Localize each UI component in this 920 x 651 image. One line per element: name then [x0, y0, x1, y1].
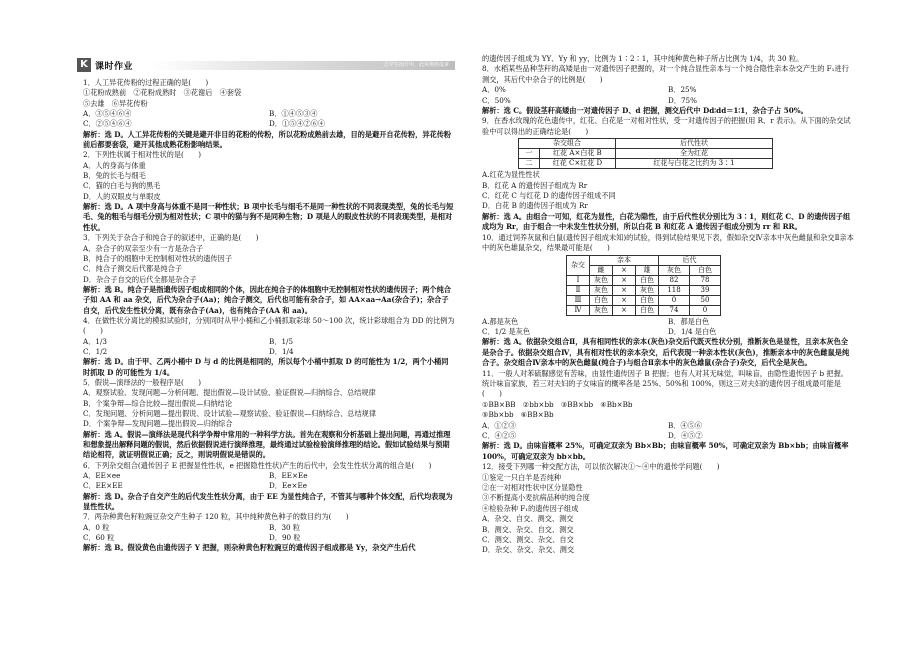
- option-text: D．75%: [668, 95, 697, 105]
- table-cell: 红花与白花之比约为 3∶1: [616, 159, 773, 169]
- table-cell: 118: [659, 285, 690, 295]
- question-text: 4．在做性状分离比的模拟试验时，分别同时从甲小桶和乙小桶抓取彩球 50～100 次，统计彩球组合为 DD 的比例为( ): [83, 315, 455, 336]
- question-text: B．纯合子的细胞中无控制相对性状的遗传因子: [83, 253, 233, 263]
- option-row: [77, 347, 455, 357]
- option-text: C．1/2: [83, 346, 108, 356]
- question-text: C．猫的白毛与狗的黑毛: [83, 181, 161, 191]
- question-text: ②在一对相对性状中区分显隐性: [482, 483, 583, 492]
- table-cell: 红花 C×红花 D: [539, 159, 615, 169]
- question-text: A．人的身高与体重: [83, 160, 146, 170]
- solution-text: 解析：选 D。人工异花传粉的关键是避开非目的花粉的传粉，所以花粉成熟前去雄，目的是避开自花传粉，异花传粉前后都要套袋，避开其他成熟花粉影响结果。: [83, 129, 452, 150]
- table-cell: Ⅳ: [567, 305, 590, 315]
- page-header: [77, 58, 455, 73]
- table-header: 雄: [636, 265, 659, 275]
- table-cell: 0: [659, 295, 690, 305]
- table-header: 雌: [590, 265, 613, 275]
- table-cell: 一: [519, 149, 540, 159]
- option-text: C．60 粒: [83, 533, 115, 543]
- question-text: B．红花 A 的遗传因子组成为 Rr: [482, 180, 588, 190]
- table-header: 后代性状: [616, 139, 773, 149]
- table-cell: 0: [690, 305, 721, 315]
- question-text: D．白花 B 的遗传因子组成为 Rr: [482, 201, 588, 211]
- question-text: 1．人工异花传粉的过程正确的是( ): [83, 78, 209, 87]
- solution-text: 解析：选 C。假设茎秆高矮由一对遗传因子 D、d 把握，测交后代中 Dd∶dd＝1∶1，杂合子占 50%。: [482, 106, 808, 116]
- question-text: A．观察试验、发现问题—分析问题、提出假说—设计试验、验证假说—归纳综合、总结规律: [83, 388, 376, 398]
- question-text: ③不断提高小麦抗病品种的纯合度: [482, 493, 590, 503]
- question-text: C．红花 C 与红花 D 的遗传因子组成不同: [482, 191, 616, 201]
- option-text: D．90 粒: [269, 533, 301, 543]
- badge-icon: K: [77, 58, 91, 72]
- table-row: [567, 295, 721, 305]
- option-row: [476, 327, 854, 337]
- question-text: 11．一般人对苯硫脲感觉有苦味，由显性遗传因子 B 把握；也有人对其无味觉，叫味盲，由隐性遗传因子 b 把握。统计味盲家族，若三对夫妇的子女味盲的概率各是 25%、50%和 100%，则这三对夫妇的遗传因子组成最可能是( ): [482, 368, 848, 399]
- table-cell: 红花 A×白花 B: [539, 149, 615, 159]
- question-text: A．杂交、自交、测交、测交: [482, 514, 574, 524]
- table-header: 灰色: [659, 265, 690, 275]
- option-row: [77, 481, 455, 491]
- table-cell: 78: [690, 275, 721, 285]
- question-text: 5．假说—演绎法的一般程序是( ): [83, 377, 201, 387]
- option-text: A．0%: [482, 85, 506, 95]
- table-header: 亲本: [590, 255, 659, 265]
- option-text: A．①②③: [482, 420, 516, 430]
- option-row: [476, 431, 854, 441]
- table-header: ×: [613, 265, 636, 275]
- option-row: [77, 523, 455, 533]
- question-text: D．人的双眼皮与单眼皮: [83, 191, 161, 201]
- option-row: [476, 96, 854, 106]
- question-text: 2．下列性状属于相对性状的是( ): [83, 150, 201, 160]
- question-text: ⑤去雄 ⑥异花传粉: [83, 98, 148, 108]
- solution-text: 解析：选 A。依据杂交组合Ⅱ，具有相同性状的亲本(灰色)杂交后代既灭性状分别，推断灰色是显性，且亲本灰色全是杂合子。依据杂交组合Ⅳ，具有相对性状的亲本杂交，后代表现一种亲本性状(灰色)，推断亲本中的灰色雌鼠是纯合子。杂交组合Ⅳ亲本中的灰色雌鼠(纯合子)与组合Ⅱ亲本中的灰色雄鼠(杂合子)杂交，后代全是灰色。: [482, 337, 850, 368]
- question-text: D．个案争辩—发现问题—提出假说—归纳综合: [83, 419, 233, 429]
- solution-text: 解析：选 A。假说—演绎法是现代科学争辩中常用的一种科学方法。首先在观察和分析基础上提出问题，再通过推理和想象提出解释问题的假说，然后依据假说进行演绎推理，最终通过试验检验演绎推理的结论。假如试验结果与预期结论相符，就证明假说正确；反之，则说明假说是错误的。: [83, 429, 451, 460]
- table-cell: ×: [613, 285, 636, 295]
- option-row: [476, 85, 854, 95]
- header-motto: 志学生而升中，此风唯胜成章: [383, 62, 449, 68]
- table-header: 后代: [659, 255, 721, 265]
- solution-text: 解析：选 D。A 项中身高与体重不是同一种性状；B 项中长毛与细毛不是同一种性状的不同表现类型，兔的长毛与短毛、兔的粗毛与细毛分别为相对性状；C 项中的猫与狗不是同种生物；D 项是人的眼皮性状的不同表现类型，是相对性状。: [83, 202, 454, 232]
- option-text: D．1/4: [269, 346, 294, 356]
- table-row: [567, 285, 721, 295]
- table-cell: 二: [519, 159, 540, 169]
- option-text: B．25%: [668, 85, 697, 95]
- question-text: A.红花为显性性状: [482, 170, 540, 180]
- table-header: 杂交组合: [519, 139, 616, 149]
- mouse-cross-table-q10: [566, 255, 721, 316]
- table-row: [567, 275, 721, 285]
- solution-text: 解析：选 D。由味盲概率 25%，可确定双亲为 Bb×Bb；由味盲概率 50%，可确定双亲为 Bb×bb；由味盲概率 100%，可确定双亲为 bb×bb。: [482, 441, 849, 461]
- option-text: C．50%: [482, 95, 511, 105]
- table-cell: 灰色: [590, 305, 613, 315]
- question-text: B．个案争辩—综合比较—提出假说—归纳结论: [83, 398, 233, 408]
- option-text: A.都是灰色: [482, 316, 519, 326]
- option-text: C．④②⑤: [482, 430, 517, 440]
- option-text: D．①⑤④②⑥④: [269, 119, 326, 129]
- cross-table-q9: [518, 138, 773, 169]
- section-title: 课时作业: [95, 62, 134, 72]
- table-cell: ×: [613, 305, 636, 315]
- option-text: C．1/2 是灰色: [482, 326, 531, 336]
- question-text: 10．通过饲养灰鼠和白鼠(遗传因子组成未知)的试验，得到试验结果见下表，假如杂交Ⅳ亲本中灰色雌鼠和杂交Ⅱ亲本中的灰色雄鼠杂交，结果最可能是( ): [482, 232, 854, 253]
- option-row: [77, 109, 455, 119]
- option-text: A．0 粒: [83, 522, 110, 532]
- option-row: [77, 471, 455, 481]
- option-text: C．EE×EE: [83, 481, 123, 491]
- question-text: ⑤Bb×bb ⑥BB×Bb: [482, 410, 554, 420]
- option-text: B．①④⑤③④: [269, 109, 318, 119]
- table-cell: 灰色: [590, 285, 613, 295]
- question-text: ①花粉成熟前 ②花粉成熟时 ③花谢后 ④套袋: [83, 88, 242, 98]
- table-cell: 39: [690, 285, 721, 295]
- solution-text: 解析：选 B。纯合子是指遗传因子组成相同的个体，因此在纯合子的体细胞中无控制相对性状的遗传因子；两个纯合子如 AA 和 aa 杂交，后代为杂合子(Aa)；纯合子测交，后代也可能有杂合子，如 AA×aa→Aa(杂合子)；杂合子自交，后代发生性状分离，既有杂合子(Aa)，也有纯合子(AA 和 aa)。: [83, 284, 451, 315]
- question-text: D．杂合子自交的后代全都是杂合子: [83, 274, 197, 284]
- question-text: C．纯合子测交后代都是纯合子: [83, 264, 182, 274]
- table-cell: 灰色: [590, 275, 613, 285]
- option-row: [476, 421, 854, 431]
- table-cell: 74: [659, 305, 690, 315]
- table-header: 杂交: [567, 255, 590, 275]
- solution-text: 解析：选 D。杂合子自交产生的后代发生性状分离，由于 EE 为显性纯合子，不管其与哪种个体交配，后代均表现为显性性状。: [83, 491, 453, 512]
- solution-text: 解析：选 A。由组合一可知，红花为显性，白花为隐性，由于后代性状分别比为 3∶1，则红花 C、D 的遗传因子组成均为 Rr，由于组合一中未发生性状分别，所以白花 B 和红花 A 遗传因子组成分别为 rr 和 RR。: [482, 211, 851, 232]
- table-cell: ×: [613, 295, 636, 305]
- question-text: B．兔的长毛与细毛: [83, 171, 146, 181]
- solution-text: 解析：选 B。假设黄色由遗传因子 Y 把握，则杂种黄色籽粒豌豆的遗传因子组成都是 Yy，杂交产生后代: [83, 543, 416, 553]
- question-text: 12．接受下列哪一种交配方法，可以依次解决①～④中的遗传学问题( ): [482, 462, 720, 472]
- option-text: A．EE×ee: [83, 471, 121, 481]
- option-row: [77, 533, 455, 543]
- option-text: D．④⑤②: [668, 430, 703, 440]
- option-text: B．EE×Ee: [269, 471, 308, 481]
- table-cell: 白色: [590, 295, 613, 305]
- option-row: [476, 317, 854, 327]
- table-cell: 全为红花: [616, 149, 773, 159]
- option-row: [77, 119, 455, 129]
- question-text: D．杂交、杂交、杂交、测交: [482, 545, 575, 555]
- option-text: B．都是白色: [668, 316, 710, 326]
- question-text: ①BB×BB ②bb×bb ③BB×bb ④Bb×Bb: [482, 399, 633, 409]
- question-text: C．发现问题、分析问题—提出假说、设计试验—观察试验、验证假说—归纳综合、总结规律: [83, 409, 377, 418]
- table-cell: 白色: [636, 275, 659, 285]
- question-text: 8．水稻某些品种茎秆的高矮是由一对遗传因子把握的，对一个纯合显性亲本与一个纯合隐性亲本杂交产生的 F₁进行测交，其后代中杂合子的比例是( ): [482, 64, 849, 84]
- question-text: 3．下列关于杂合子和纯合子的叙述中，正确的是( ): [83, 233, 259, 243]
- question-text: B．测交、杂交、自交、测交: [482, 524, 574, 534]
- option-text: D．1/4 是白色: [668, 326, 717, 336]
- table-cell: Ⅰ: [567, 275, 590, 285]
- table-header: 白色: [690, 265, 721, 275]
- table-cell: ×: [613, 275, 636, 285]
- table-cell: 50: [690, 295, 721, 305]
- table-cell: 白色: [636, 295, 659, 305]
- option-text: A．1/3: [83, 336, 107, 346]
- question-text: ④检验杂种 F₁的遗传因子组成: [482, 503, 579, 513]
- question-text: 9．在香水玫瑰的花色遗传中，红花、白花是一对相对性状，受一对遗传因子的把握(用 R、r 表示)。从下面的杂交试验中可以得出的正确结论是( ): [482, 116, 851, 136]
- option-text: B．30 粒: [269, 522, 301, 532]
- option-text: C．②⑤④⑥④: [83, 119, 132, 129]
- table-cell: 灰色: [636, 285, 659, 295]
- table-cell: 82: [659, 275, 690, 285]
- question-text: A．杂合子的双亲至少有一方是杂合子: [83, 243, 204, 253]
- option-text: D．Ee×Ee: [269, 481, 307, 491]
- option-text: A．③⑤④⑥④: [83, 109, 132, 119]
- question-text: ①鉴定一只白羊是否纯种: [482, 472, 562, 482]
- solution-text: 解析：选 D。由于甲、乙两小桶中 D 与 d 的比例是相同的，所以每个小桶中抓取 D 的可能性为 1/2，两个小桶同时抓取 D 的可能性为 1/4。: [83, 357, 449, 377]
- question-text: 7．两杂种黄色籽粒豌豆杂交产生种子 120 粒，其中纯种黄色种子的数目约为( ): [83, 512, 349, 522]
- left-column: [77, 78, 455, 554]
- right-column: [476, 54, 854, 556]
- question-text: 6．下列杂交组合(遗传因子 E 把握显性性状，e 把握隐性性状)产生的后代中，会发生性状分离的组合是( ): [83, 460, 432, 470]
- table-cell: 白色: [636, 305, 659, 315]
- table-cell: Ⅲ: [567, 295, 590, 305]
- option-text: B．1/5: [269, 336, 294, 346]
- question-text: 的遗传因子组成为 YY、Yy 和 yy，比例为 1∶2∶1，其中纯种黄色种子所占比例为 1/4，共 30 粒。: [482, 54, 804, 63]
- option-text: B．④⑤⑥: [668, 420, 703, 430]
- option-row: [77, 337, 455, 347]
- question-text: C．测交、测交、杂交、自交: [482, 535, 574, 545]
- table-cell: Ⅱ: [567, 285, 590, 295]
- table-row: [567, 305, 721, 315]
